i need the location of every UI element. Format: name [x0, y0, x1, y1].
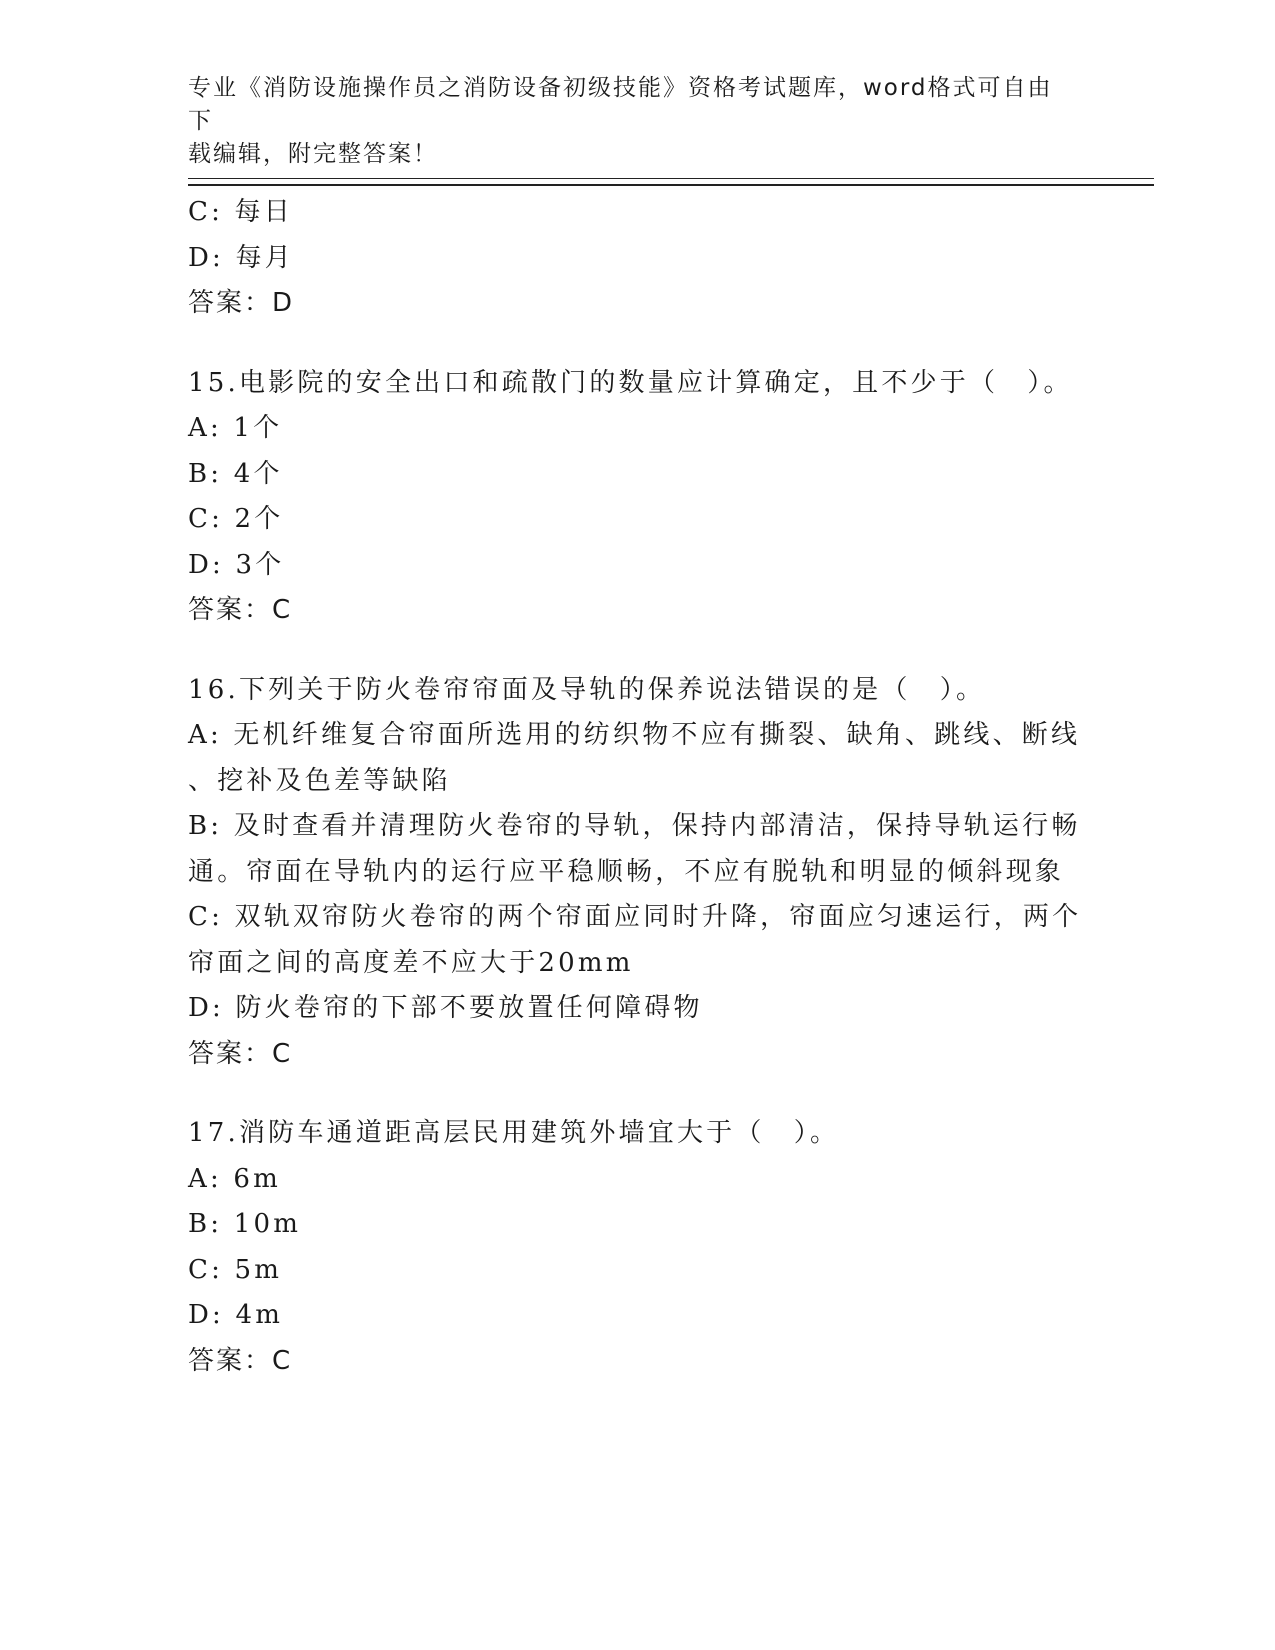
- question-15: [188, 361, 1088, 634]
- question-16: [188, 668, 1088, 1078]
- option-d: D: 3个: [188, 549, 285, 580]
- option-b: B: 4个: [188, 458, 283, 489]
- header-line-2: 载编辑，附完整答案！: [188, 141, 438, 167]
- answer-line: 答案：C: [188, 1038, 293, 1069]
- answer-line: 答案：C: [188, 1345, 293, 1376]
- option-c: C: 2个: [188, 504, 284, 534]
- partial-question: [188, 190, 1088, 327]
- option-c: C: 5m: [188, 1254, 283, 1285]
- question-stem: 16.下列关于防火卷帘帘面及导轨的保养说法错误的是（ ）。: [188, 674, 986, 705]
- option-c-line-2: 帘面之间的高度差不应大于20mm: [188, 947, 634, 978]
- page-header: [188, 72, 1068, 171]
- question-stem: 17.消防车通道距高层民用建筑外墙宜大于（ ）。: [188, 1118, 840, 1148]
- option-d: D: 每月: [188, 242, 294, 273]
- answer-line: 答案：D: [188, 288, 295, 318]
- option-b-line-2: 通。帘面在导轨内的运行应平稳顺畅，不应有脱轨和明显的倾斜现象: [188, 856, 1065, 887]
- option-b: B: 10m: [188, 1209, 302, 1239]
- header-divider: [188, 178, 1154, 186]
- header-line-1: 专业《消防设施操作员之消防设备初级技能》资格考试题库，word格式可自由下: [188, 75, 1053, 134]
- option-a-line-2: 、挖补及色差等缺陷: [188, 765, 451, 796]
- option-a: A: 1个: [188, 413, 283, 443]
- answer-line: 答案：C: [188, 595, 293, 625]
- option-b-line-1: B: 及时查看并清理防火卷帘的导轨，保持内部清洁，保持导轨运行畅: [188, 811, 1081, 841]
- option-a: A: 6m: [188, 1163, 281, 1194]
- option-c: C: 每日: [188, 197, 293, 227]
- option-a-line-1: A: 无机纤维复合帘面所选用的纺织物不应有撕裂、缺角、跳线、断线: [188, 720, 1081, 750]
- document-body: [188, 190, 1088, 1384]
- question-stem: 15.电影院的安全出口和疏散门的数量应计算确定，且不少于（ ）。: [188, 367, 1073, 398]
- option-c-line-1: C: 双轨双帘防火卷帘的两个帘面应同时升降，帘面应匀速运行，两个: [188, 902, 1082, 932]
- question-17: [188, 1111, 1088, 1384]
- option-d: D: 4m: [188, 1300, 284, 1330]
- option-d: D: 防火卷帘的下部不要放置任何障碍物: [188, 993, 703, 1023]
